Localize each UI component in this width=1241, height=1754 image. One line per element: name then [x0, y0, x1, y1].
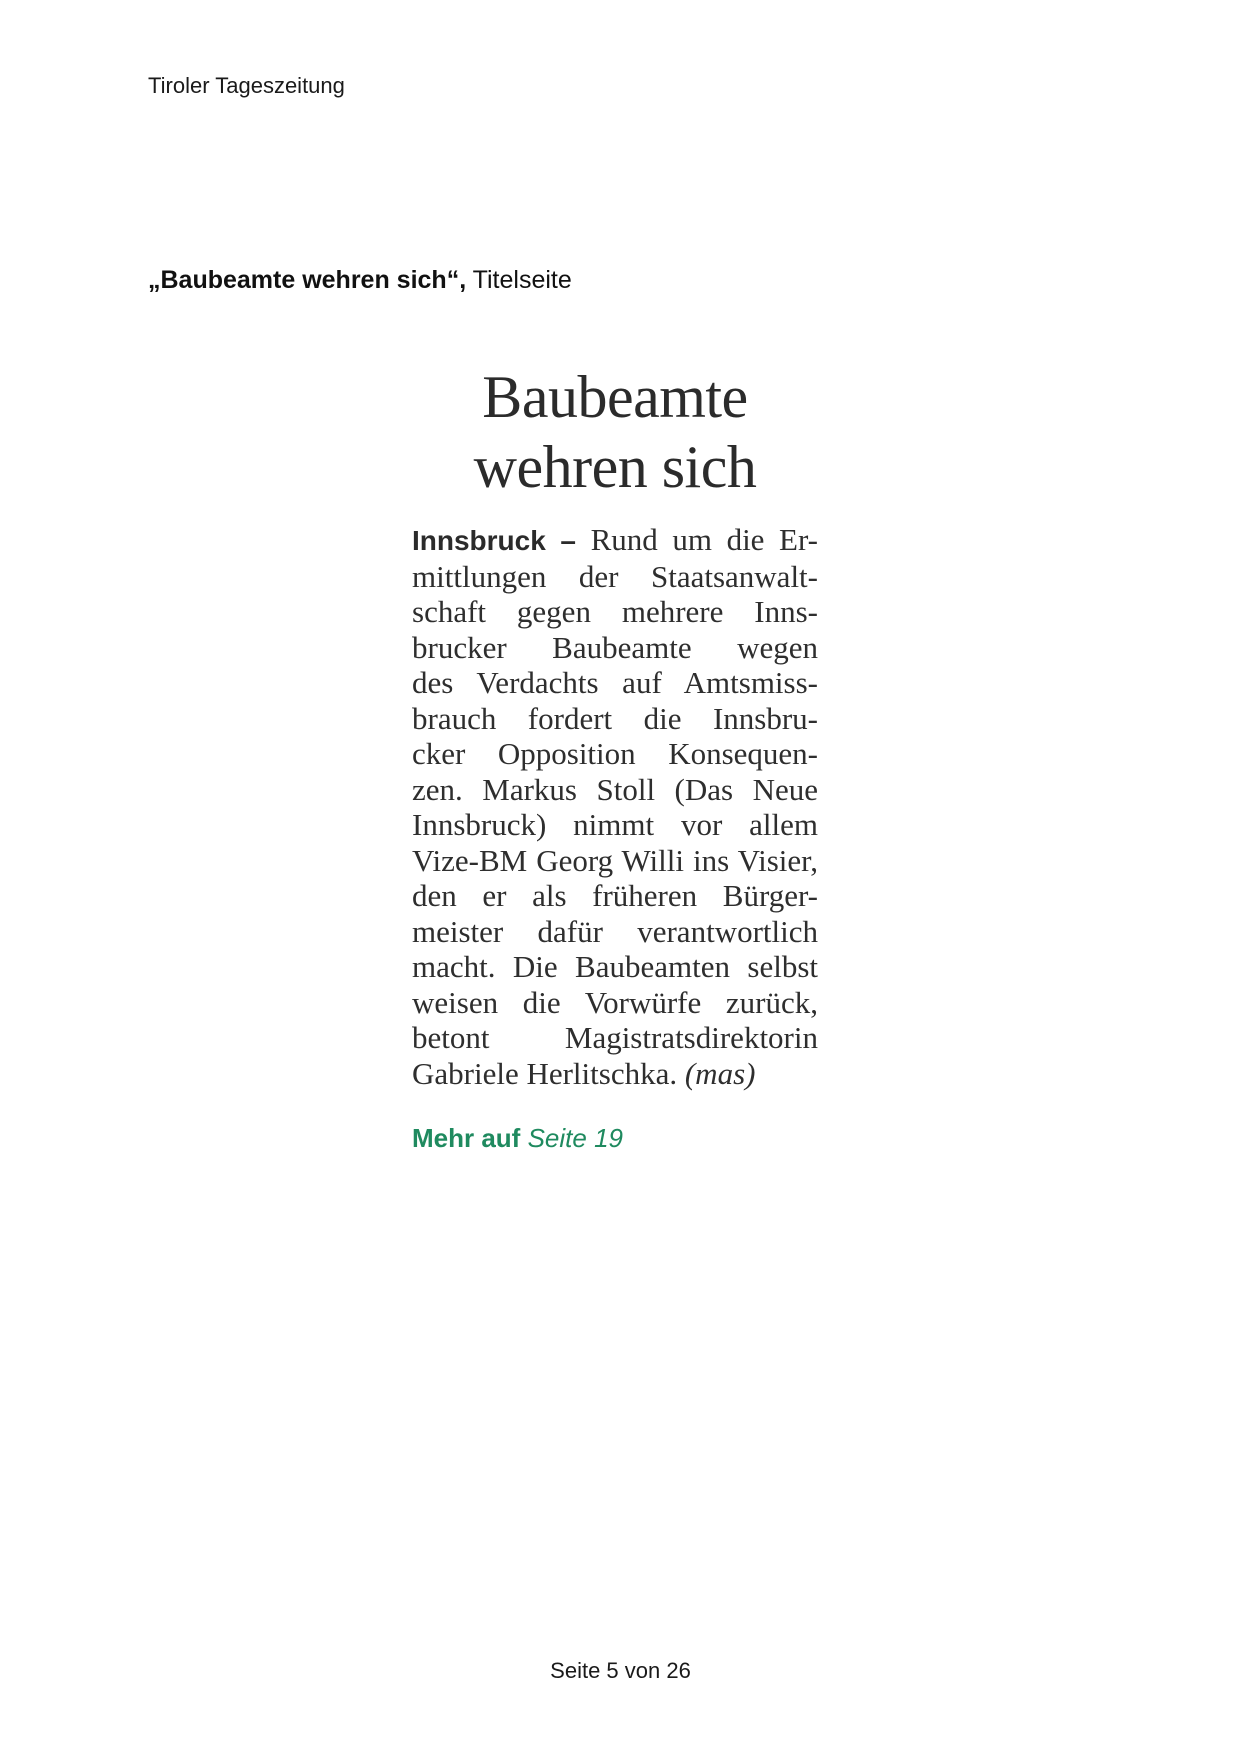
article-caption [148, 266, 572, 295]
caption-title: „Baubeamte wehren sich“, [148, 266, 467, 294]
body-line: macht. Die Baubeamten selbst [412, 949, 818, 984]
headline-line: wehren sich [473, 434, 757, 500]
body-line: den er als früheren Bürger- [412, 878, 818, 913]
body-line: Vize-BM Georg Willi ins Visier, [412, 842, 818, 878]
more-reference [412, 1123, 818, 1154]
caption-section: Titelseite [472, 266, 572, 294]
clipping-headline [412, 362, 818, 502]
body-line: Innsbruck – Rund um die Er- [412, 522, 818, 557]
body-line: mittlungen der Staatsanwalt- [412, 558, 818, 594]
body-line: Innsbruck) nimmt vor allem [412, 807, 818, 842]
headline-line: Baubeamte [482, 364, 748, 430]
body-line: zen. Markus Stoll (Das Neue [412, 771, 818, 807]
body-line: cker Opposition Konsequen- [412, 736, 818, 771]
body-line: meister dafür verantwortlich [412, 913, 818, 949]
body-line: brucker Baubeamte wegen [412, 629, 818, 665]
more-label: Mehr auf [412, 1123, 521, 1153]
body-line: des Verdachts auf Amtsmiss- [412, 665, 818, 700]
clipping-body [412, 522, 818, 1091]
dateline: Innsbruck – [412, 525, 576, 556]
page-number: Seite 5 von 26 [550, 1658, 691, 1683]
more-page: Seite 19 [527, 1123, 623, 1153]
author-tag: (mas) [684, 1055, 756, 1091]
body-line: betont Magistratsdirektorin [412, 1020, 818, 1055]
newspaper-clipping [412, 362, 818, 1154]
body-line: brauch fordert die Innsbru- [412, 700, 818, 736]
body-line: schaft gegen mehrere Inns- [412, 594, 818, 629]
body-line: Gabriele Herlitschka. (mas) [412, 1055, 756, 1091]
publication-name: Tiroler Tageszeitung [148, 73, 345, 98]
body-line: weisen die Vorwürfe zurück, [412, 984, 818, 1020]
